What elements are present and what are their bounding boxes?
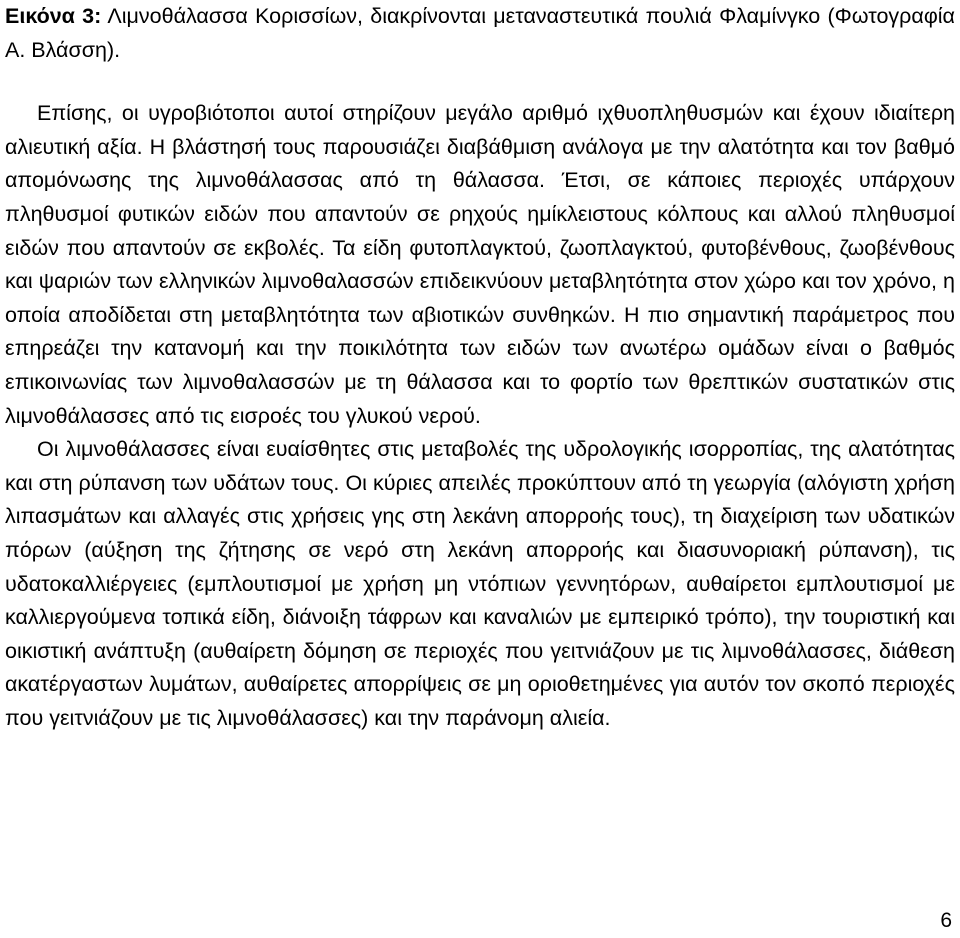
paragraph-wetlands-fish: Επίσης, οι υγροβιότοποι αυτοί στηρίζουν μεγάλο αριθμό ιχθυοπληθυσμών και έχουν ιδιαίτερη αλιευτική αξία. Η βλάστησή τους παρουσιάζει διαβάθμιση ανάλογα με την αλατότητα και τον βαθμό απομόνωσης της λιμνοθάλασσας από τη θάλασσα. Έτσι, σε κάποιες περιοχές υπάρχουν πληθυσμοί φυτικών ειδών που απαντούν σε ρηχούς ημίκλειστους κόλπους και αλλού πληθυσμοί ειδών που απαντούν σε εκβολές. Τα είδη φυτοπλαγκτού, ζωοπλαγκτού, φυτοβένθους, ζωοβένθους και ψαριών των ελληνικών λιμνοθαλασσών επιδεικνύουν μεταβλητότητα στον χώρο και τον χρόνο, η οποία αποδίδεται στη μεταβλητότητα των αβιοτικών συνθηκών. Η πιο σημαντική παράμετρος που επηρεάζει την κατανομή και την ποικιλότητα των ειδών των ανωτέρω ομάδων είναι ο βαθμός επικοινωνίας των λιμνοθαλασσών με τη θάλασσα και το φορτίο των θρεπτικών συστατικών στις λιμνοθάλασσες από τις εισροές του γλυκού νερού.: [5, 101, 955, 428]
document-page: [5, 0, 955, 735]
paragraph-threats: Οι λιμνοθάλασσες είναι ευαίσθητες στις μεταβολές της υδρολογικής ισορροπίας, της αλατότητας και στη ρύπανση των υδάτων τους. Οι κύριες απειλές προκύπτουν από τη γεωργία (αλόγιστη χρήση λιπασμάτων και αλλαγές στις χρήσεις γης στη λεκάνη απορροής τους), τη διαχείριση των υδατικών πόρων (αύξηση της ζήτησης σε νερό στη λεκάνη απορροής και διασυνοριακή ρύπανση), τις υδατοκαλλιέργειες (εμπλουτισμοί με χρήση μη ντόπιων γεννητόρων, αυθαίρετοι εμπλουτισμοί με καλλιεργούμενα τοπικά είδη, διάνοιξη τάφρων και καναλιών με εμπειρικό τρόπο), την τουριστική και οικιστική ανάπτυξη (αυθαίρετη δόμηση σε περιοχές που γειτνιάζουν με τις λιμνοθάλασσες, διάθεση ακατέργαστων λυμάτων, αυθαίρετες απορρίψεις σε μη οριοθετημένες για αυτόν τον σκοπό περιοχές που γειτνιάζουν με τις λιμνοθάλασσες) και την παράνομη αλιεία.: [5, 437, 955, 730]
figure-caption: [5, 0, 955, 67]
figure-caption-label: Εικόνα 3:: [5, 4, 102, 28]
figure-caption-text: Λιμνοθάλασσα Κορισσίων, διακρίνονται μεταναστευτικά πουλιά Φλαμίνγκο (Φωτογραφία Α. Βλάσση).: [5, 4, 955, 62]
page-number: 6: [940, 909, 952, 932]
